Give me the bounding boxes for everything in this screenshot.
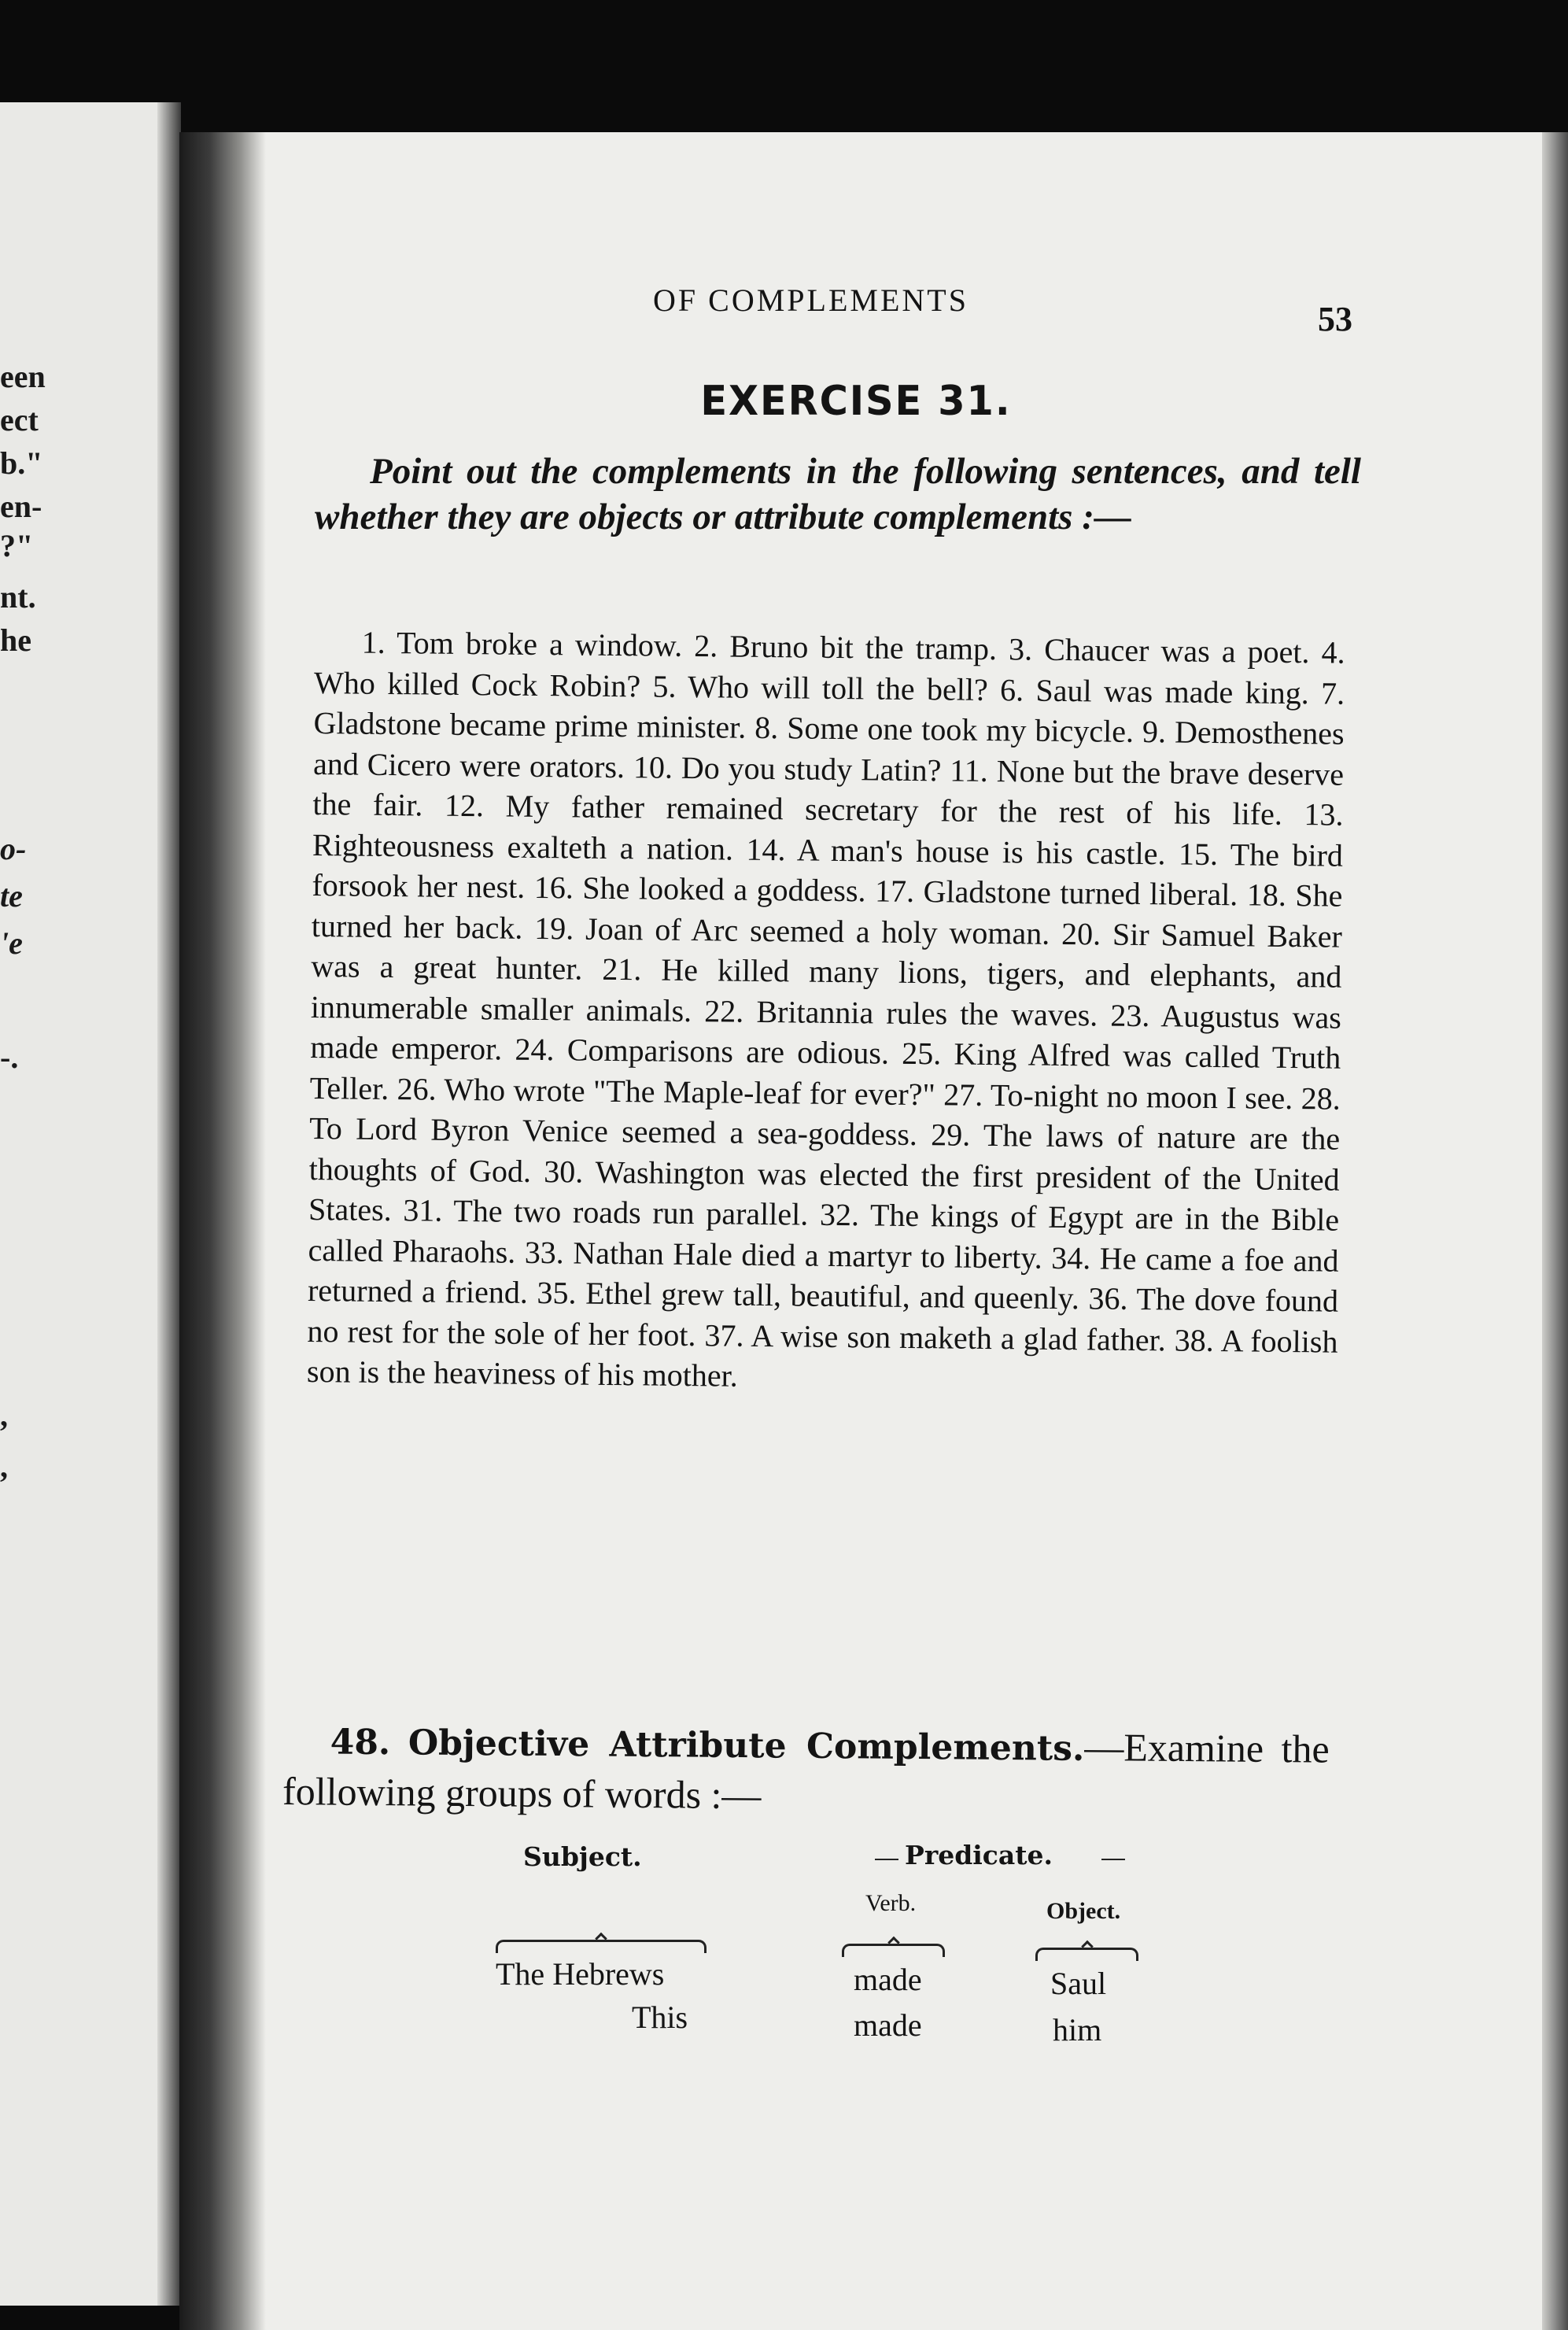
facing-page-fragment: ?": [0, 528, 34, 563]
predicate-brace-left: [875, 1859, 898, 1860]
exercise-title: EXERCISE 31.: [700, 378, 1012, 425]
subject-cell: This: [632, 2000, 688, 2035]
facing-page-fragment: o-: [0, 831, 27, 866]
verb-cell: made: [854, 2007, 922, 2043]
verb-brace: [842, 1944, 945, 1957]
object-cell: him: [1053, 2012, 1102, 2048]
facing-page-fragment: ,: [0, 1398, 8, 1433]
facing-page-fragment: nt.: [0, 579, 36, 615]
page-number: 53: [1318, 300, 1352, 338]
object-brace: [1035, 1948, 1138, 1961]
subject-brace: [496, 1940, 707, 1953]
subject-cell: The Hebrews: [496, 1956, 665, 1992]
exercise-sentences: 1. Tom broke a window. 2. Bruno bit the tramp. 3. Chaucer was a poet. 4. Who killed Cock Robin? 5. Who will toll the bell? 6. Saul was made king. 7. Gladstone became prime minister. 8. Some one took my bicycle. 9. Demosthenes and Cicero were orators. 10. Do you study Latin? 11. None but the brave deserve the fair. 12. My father remained secretary for the rest of his life. 13. Righteousness exalteth a nation. 14. A man's house is his castle. 15. The bird forsook her nest. 16. She looked a goddess. 17. Gladstone turned liberal. 18. She turned her back. 19. Joan of Arc seemed a holy woman. 20. Sir Samuel Baker was a great hunter. 21. He killed many lions, tigers, and elephants, and innumerable smaller animals. 22. Britannia rules the waves. 23. Augustus was made emperor. 24. Comparisons are odious. 25. King Alfred was called Truth Teller. 26. Who wrote "The Maple-leaf for ever?" 27. To-night no moon I see. 28. To Lord Byron Venice seemed a sea-goddess. 29. The laws of nature are the thoughts of God. 30. Washington was elected the first president of the United States. 31. The two roads run parallel. 32. The kings of Egypt are in the Bible called Pharaohs. 33. Nathan Hale died a martyr to liberty. 34. He came a foe and returned a friend. 35. Ethel grew tall, beautiful, and queenly. 36. The dove found no rest for the sole of her foot. 37. A wise son maketh a glad father. 38. A foolish son is the heaviness of his mother.: [306, 624, 1345, 1394]
facing-page-fragment: he: [0, 622, 31, 658]
facing-page-fragment: te: [0, 878, 23, 914]
verb-header: Verb.: [865, 1890, 917, 1916]
facing-page-fragment: -.: [0, 1039, 19, 1075]
facing-page-fragment: b.": [0, 445, 43, 481]
facing-page-gutter: [157, 102, 181, 2306]
page-gutter-shadow: [179, 132, 266, 2330]
facing-page-fragment: 'e: [0, 925, 23, 961]
section-heading: Objective Attribute Complements.: [408, 1723, 1085, 1769]
facing-page-fragment: een: [0, 359, 46, 394]
page-edge: [1542, 132, 1568, 2330]
facing-page-fragment: ,: [0, 1449, 8, 1484]
verb-cell: made: [854, 1962, 922, 1997]
object-cell: Saul: [1050, 1966, 1107, 2001]
facing-page-fragment: ect: [0, 402, 39, 438]
exercise-instructions: Point out the complements in the following sentences, and tell whether they are objects or attribute complements :—: [315, 451, 1361, 537]
section-text: —Examine the following groups of words :—: [282, 1724, 1330, 1818]
facing-page-fragment: en-: [0, 489, 42, 524]
object-header: Object.: [1046, 1898, 1121, 1924]
subject-header: Subject.: [523, 1841, 642, 1872]
section-48: [282, 1715, 1330, 1825]
section-number: 48.: [330, 1722, 391, 1763]
running-title: OF COMPLEMENTS: [653, 282, 968, 318]
predicate-header: Predicate.: [905, 1840, 1053, 1870]
predicate-brace-right: [1101, 1859, 1125, 1860]
